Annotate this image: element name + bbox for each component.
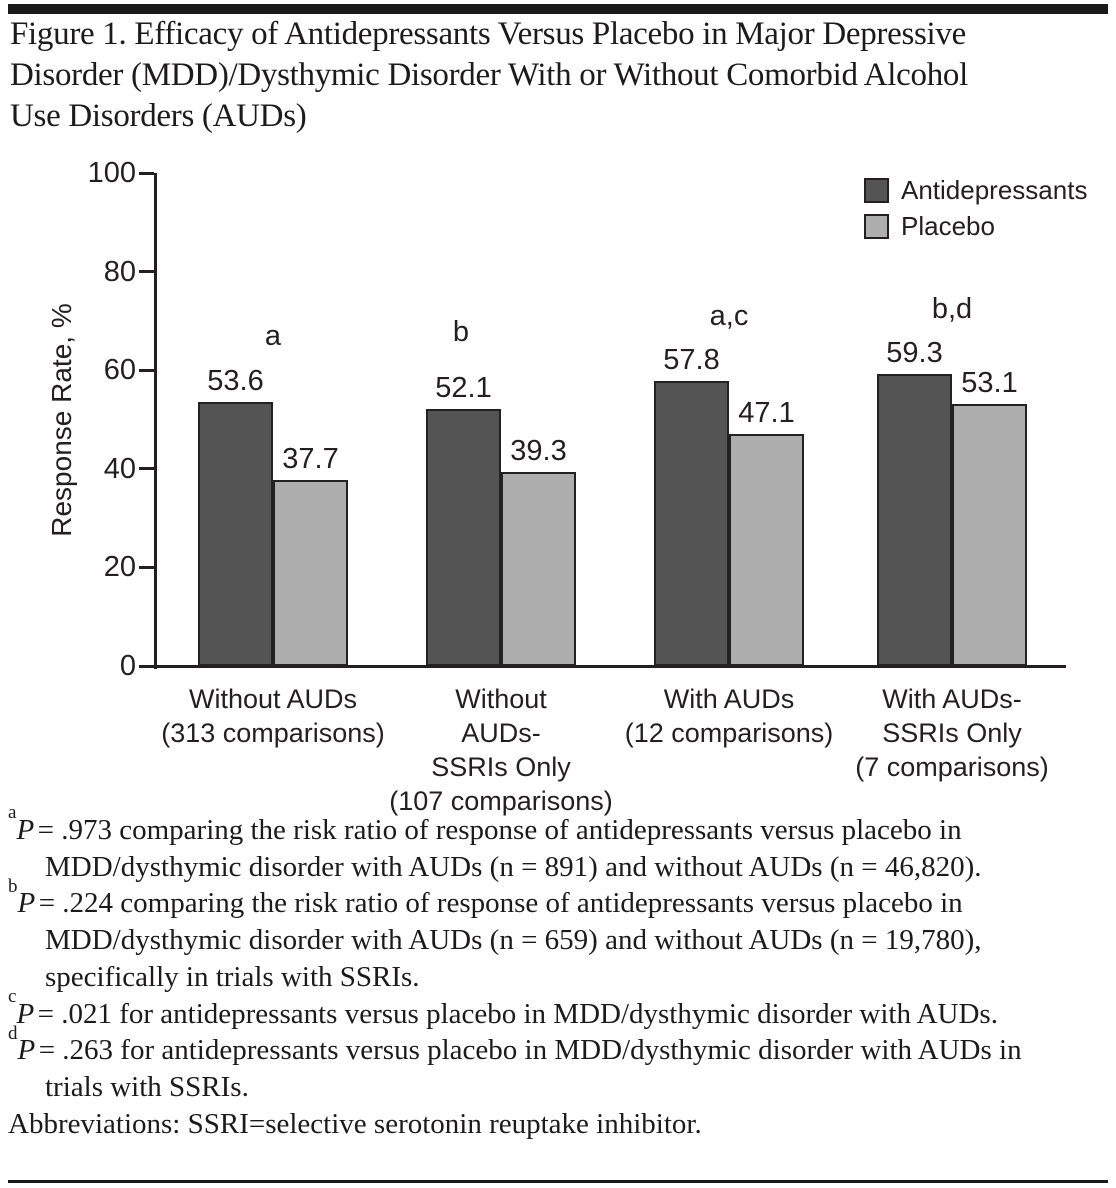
y-axis-title: Response Rate, % bbox=[46, 303, 77, 537]
bar-value-label: 53.1 bbox=[961, 367, 1018, 400]
bottom-rule bbox=[8, 1180, 1108, 1183]
p-symbol: P bbox=[17, 887, 36, 920]
footnote-text: = .973 comparing the risk ratio of response of antidepressants versus placebo in MDD/dysthymic disorder with AUDs (n = 891) and without AUDs (n = 46,820). bbox=[37, 814, 982, 883]
abbreviations-line: Abbreviations: SSRI=selective serotonin reuptake inhibitor. bbox=[8, 1107, 702, 1140]
y-tick bbox=[139, 172, 154, 175]
x-category-label-line: (7 comparisons) bbox=[855, 752, 1049, 782]
p-symbol: P bbox=[16, 997, 35, 1030]
x-category-label-line: (313 comparisons) bbox=[161, 718, 385, 748]
bar-value-label: 59.3 bbox=[886, 336, 943, 369]
y-tick bbox=[139, 566, 154, 569]
x-category-label-line: SSRIs Only bbox=[882, 718, 1022, 748]
footnote-a bbox=[8, 802, 1070, 885]
bar-placebo-1 bbox=[501, 472, 576, 666]
x-category-label-line: AUDs- bbox=[461, 718, 541, 748]
legend-row-placebo bbox=[864, 212, 1087, 241]
footnote-marker: d bbox=[8, 1022, 18, 1044]
legend-swatch-antidepressants bbox=[864, 178, 889, 203]
footnote-text: = .021 for antidepressants versus placebo in MDD/dysthymic disorder with AUDs. bbox=[37, 997, 998, 1030]
y-tick bbox=[139, 467, 154, 470]
bar-antidepressants-1 bbox=[426, 409, 501, 666]
x-category-label-line: SSRIs Only bbox=[431, 752, 571, 782]
bar-value-label: 39.3 bbox=[510, 435, 567, 468]
bar-placebo-0 bbox=[273, 480, 348, 666]
bar-value-label: 37.7 bbox=[282, 443, 339, 476]
legend-label: Placebo bbox=[901, 211, 995, 241]
x-category-label-2 bbox=[625, 682, 834, 750]
footnote-d bbox=[8, 1022, 1070, 1105]
y-tick-label: 0 bbox=[119, 650, 136, 682]
bar-antidepressants-0 bbox=[198, 402, 273, 666]
significance-annotation: a bbox=[264, 319, 282, 352]
y-tick-label: 100 bbox=[87, 157, 136, 189]
x-category-label-0 bbox=[161, 682, 385, 750]
footnote-marker: a bbox=[8, 802, 17, 824]
significance-annotation: b,d bbox=[931, 292, 973, 325]
x-category-label-line: Without AUDs bbox=[188, 684, 358, 714]
bar-antidepressants-2 bbox=[654, 381, 729, 666]
footnote-b bbox=[8, 875, 1070, 995]
legend-label: Antidepressants bbox=[901, 175, 1088, 205]
x-category-label-line: With AUDs bbox=[663, 684, 795, 714]
bar-antidepressants-3 bbox=[877, 374, 952, 666]
y-tick-label: 80 bbox=[103, 255, 136, 288]
x-category-label-line: (107 comparisons) bbox=[389, 786, 613, 816]
y-tick bbox=[139, 665, 154, 668]
legend-swatch-placebo bbox=[864, 214, 889, 239]
footnote-marker: b bbox=[8, 875, 18, 897]
bar-value-label: 47.1 bbox=[738, 396, 795, 429]
y-tick-label: 20 bbox=[103, 551, 136, 584]
chart-legend bbox=[864, 176, 1087, 248]
x-category-label-line: (12 comparisons) bbox=[624, 718, 834, 748]
footnotes bbox=[8, 802, 1070, 1142]
bar-placebo-3 bbox=[952, 404, 1027, 666]
bar-placebo-2 bbox=[729, 434, 804, 666]
y-tick bbox=[139, 270, 154, 273]
significance-annotation: a,c bbox=[709, 300, 749, 333]
y-tick bbox=[139, 369, 154, 372]
footnote-text: = .224 comparing the risk ratio of response of antidepressants versus placebo in MDD/dysthymic disorder with AUDs (n = 659) and without AUDs (n = 19,780), specifically in trials with SSRIs. bbox=[38, 887, 982, 993]
p-symbol: P bbox=[16, 814, 35, 846]
figure-title: Figure 1. Efficacy of Antidepressants Versus Placebo in Major Depressive Disorder (MDD)/Dysthymic Disorder With or Without Comorbid Alcohol Use Disorders (AUDs) bbox=[10, 16, 968, 134]
footnote-marker: c bbox=[8, 985, 17, 1007]
footnote-c bbox=[8, 985, 1070, 1033]
x-category-label-line: Without bbox=[455, 684, 547, 714]
bar-value-label: 53.6 bbox=[207, 364, 264, 397]
x-category-label-3 bbox=[855, 682, 1049, 784]
y-tick-label: 40 bbox=[103, 452, 136, 485]
y-tick-label: 60 bbox=[103, 354, 136, 387]
x-category-label-1 bbox=[389, 682, 613, 818]
legend-row-antidepressants bbox=[864, 176, 1087, 205]
x-category-label-line: With AUDs- bbox=[882, 684, 1022, 714]
y-axis-line bbox=[154, 173, 157, 669]
bar-value-label: 52.1 bbox=[435, 372, 492, 405]
p-symbol: P bbox=[17, 1034, 36, 1067]
footnote-text: = .263 for antidepressants versus placebo in MDD/dysthymic disorder with AUDs in trials with SSRIs. bbox=[38, 1034, 1022, 1103]
significance-annotation: b bbox=[452, 316, 470, 349]
bar-value-label: 57.8 bbox=[663, 344, 720, 377]
